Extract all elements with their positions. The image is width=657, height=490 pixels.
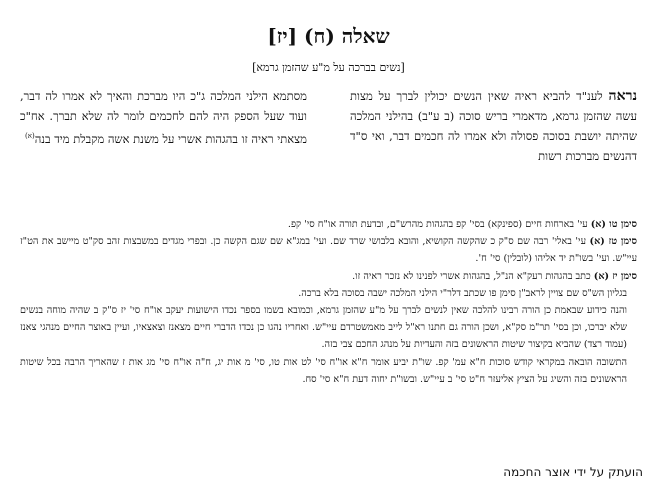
footnotes: [20, 216, 637, 388]
footnote-text: והנה כידוע שבאמת כן הורה רבינו להלכה שאין לנשים לברך על מ"ע שהזמן גרמא, וכמובא בשמו בספר נכדו הישועות יעקב או"ח סי' יז ס"ק ב שהיה מוחה בנשים שלא יברכו, וכן בסי' תר"מ סק"א, ושכן הורה גם חתנו רא"ל לייב מאמשטרדם עיי"ש. ואחריו נהגו כן נכדו הדברי חיים מצאנז וצאצאיו, ועיין באוצר החיים מנהגי צאנז (עמוד רצד) שהביא בקיצור שיטות הראשונים בזה והעדיות על מנהג החכם צבי בזה.: [20, 305, 627, 351]
right-column-text: לענ"ד להביא ראיה שאין הנשים יכולין לברך על מצות עשה שהזמן גרמא, מדאמרי בריש סוכה (ב ע"ב) בהילני המלכה שהיתה יושבת בסוכה פסולה ולא אמרו לה חכמים דבר, ואי ס"ד דהנשים מברכות רשות: [350, 89, 637, 163]
left-column-text: מסתמא הילני המלכה ג"כ היו מברכת והאיך לא אמרו לה דבר, ועוד שעל הספק היה להם לחכמים לומר לה שלא תברך. אח"כ מצאתי ראיה זו בהגהות אשרי על משנת אשה מקבלת מיד בנה: [20, 89, 307, 146]
page-subtitle: [נשים בברכה על מ"ע שהזמן גרמא]: [252, 61, 405, 74]
footnote-label: סימן טז (א): [589, 236, 637, 248]
footnote: [20, 268, 637, 285]
main-text: [20, 86, 637, 194]
main-text-right-column: [350, 86, 637, 166]
footnote-text: עי' באלי' רבה שם ס"ק כ שהקשה הקושיא, והובא בלבושי שרד שם. ועי' במג"א שם שגם הקשה כן. ובפרי מגדים במשבצות זהב סק"ט מיישב את הט"ז עיי"ש. ועי' בשו"ת יד אליהו (לובלין) סי' ח'.: [20, 236, 637, 265]
main-text-left-column: [20, 86, 307, 149]
footnote-label: סימן יז (א): [593, 270, 637, 282]
footnote-label: סימן טו (א): [590, 219, 637, 230]
footnote-text: כתב בהגהות רעק"א הנ"ל, בהגהות אשרי לפנינו לא נזכר ראיה זו.: [352, 270, 591, 282]
watermark-footer: הועתק על ידי אוצר החכמה: [503, 465, 643, 479]
footnote-text: התשובה הובאה במקראי קודש סוכות ח"א עמ' קפ. שו"ת יביע אומר ח"א או"ח סי' לט אות טו, סי' מ אות יג, ח"ה או"ח סי' מג אות ז שהאריך הרבה בכל שיטות הראשונים בזה והשיג על הציץ אליעזר ח"ט סי' ב עיי"ש. ובשו"ת יחוה דעת ח"א סי' סח.: [20, 356, 627, 385]
footnote-paragraph: [20, 302, 637, 354]
footnote-paragraph: [20, 354, 637, 388]
lead-word: נראה: [608, 88, 638, 104]
footnote-ref: (א): [25, 132, 35, 140]
footnote: [20, 233, 637, 267]
footnote-text: בגליון הש"ס שם צויין לראב"ן סימן פו שכתב דלר"י הילני המלכה ישבה בסוכה בלא ברכה.: [298, 287, 627, 299]
footnote-paragraph: [20, 285, 637, 302]
footnote-text: עי' בארחות חיים (ספינקא) בסי' קפ בהגהות מהרש"ם, ובדעת תורה או"ח סי' קפ.: [287, 219, 588, 230]
page-title: שאלה (ח) [יז]: [267, 24, 390, 48]
footnote: [20, 216, 637, 233]
